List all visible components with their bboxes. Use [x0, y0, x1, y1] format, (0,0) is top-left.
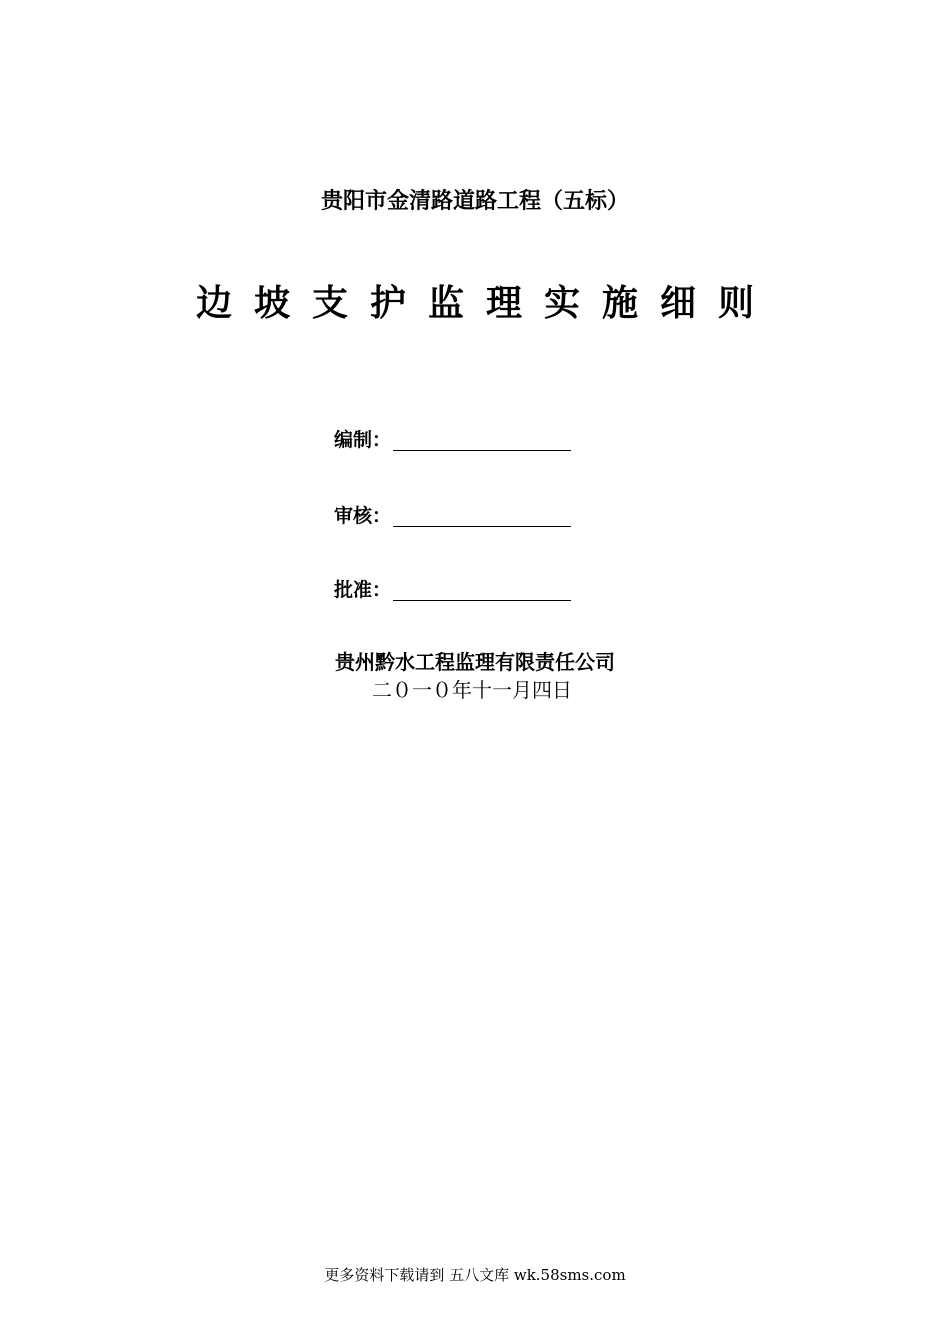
- signature-line-compiled: [393, 428, 571, 451]
- company-name: 贵州黔水工程监理有限责任公司: [335, 650, 615, 674]
- signature-row-approved: [334, 574, 594, 604]
- signature-line-reviewed: [393, 504, 571, 527]
- signature-label-approved: 批准：: [334, 579, 392, 601]
- document-date: 二０一０年十一月四日: [372, 678, 572, 702]
- signature-line-approved: [393, 578, 571, 601]
- signature-row-reviewed: [334, 500, 594, 530]
- signature-label-compiled: 编制：: [334, 429, 392, 451]
- project-title: 贵阳市金清路道路工程（五标）: [320, 189, 629, 214]
- signature-row-compiled: [334, 424, 594, 454]
- footer-download-note: 更多资料下载请到 五八文库 wk.58sms.com: [324, 1266, 626, 1284]
- signature-label-reviewed: 审核：: [334, 505, 392, 527]
- document-title: 边坡支护监理实施细则: [195, 283, 776, 324]
